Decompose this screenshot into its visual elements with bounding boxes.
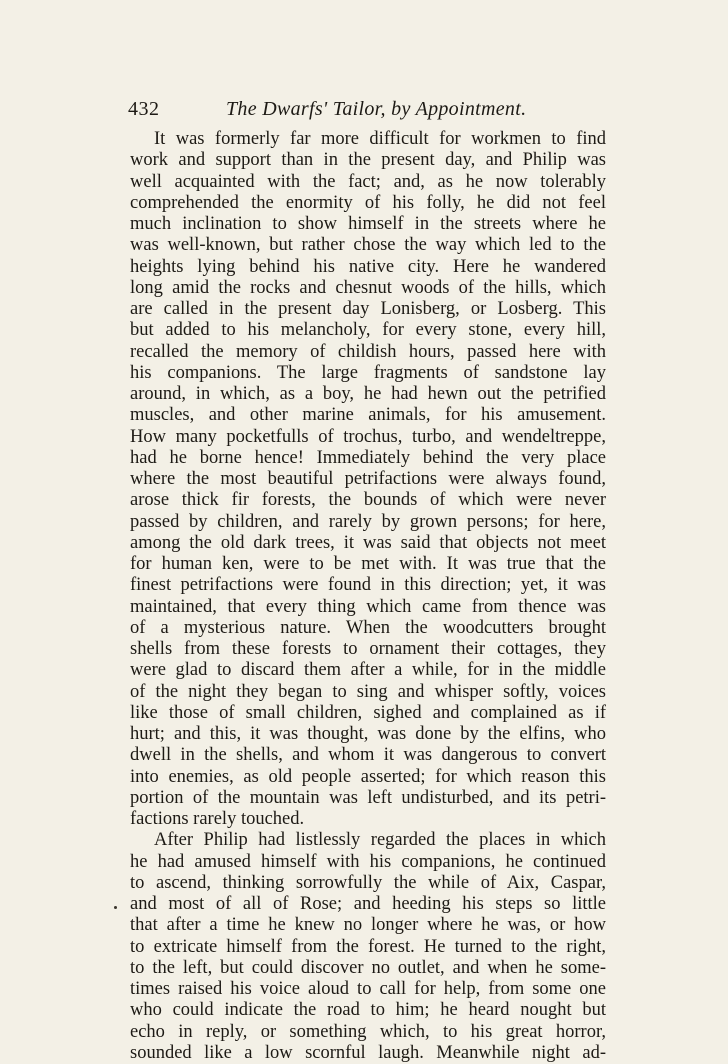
text-line: shells from these forests to ornament their cottages, they	[130, 639, 606, 659]
text-line: to the left, but could discover no outlet, and when he some-	[130, 957, 606, 978]
text-line: he had amused himself with his companions, he continued	[130, 851, 606, 872]
page-header	[128, 98, 608, 124]
text-line: but added to his melancholy, for every stone, every hill,	[130, 320, 606, 341]
page-number: 432	[128, 98, 160, 120]
text-line: for human ken, were to be met with. It was true that the	[130, 554, 606, 574]
text-line: to extricate himself from the forest. He turned to the right,	[130, 936, 606, 957]
text-line: muscles, and other marine animals, for his amusement.	[130, 405, 606, 426]
text-line: where the most beautiful petrifactions were always found,	[130, 469, 606, 489]
text-line: had he borne hence! Immediately behind the very place	[130, 447, 606, 468]
text-line: How many pocketfulls of trochus, turbo, and wendeltreppe,	[130, 426, 606, 447]
text-line: echo in reply, or something which, to his great horror,	[130, 1021, 606, 1042]
text-line: arose thick fir forests, the bounds of which were never	[130, 490, 606, 511]
text-line: who could indicate the road to him; he heard nought but	[130, 1000, 606, 1021]
text-line: recalled the memory of childish hours, passed here with	[130, 341, 606, 362]
text-line: well acquainted with the fact; and, as he now tolerably	[130, 171, 606, 192]
text-line: were glad to discard them after a while, for in the middle	[130, 660, 606, 681]
text-line: sounded like a low scornful laugh. Meanwhile night ad-	[130, 1042, 606, 1063]
text-line: work and support than in the present day, and Philip was	[130, 150, 606, 171]
body-text	[130, 129, 606, 1063]
text-line: was well-known, but rather chose the way which led to the	[130, 235, 606, 256]
text-line: portion of the mountain was left undisturbed, and its petri-	[130, 787, 606, 808]
text-line: of a mysterious nature. When the woodcutters brought	[130, 617, 606, 638]
text-line: finest petrifactions were found in this direction; yet, it was	[130, 575, 606, 596]
text-line: around, in which, as a boy, he had hewn out the petrified	[130, 384, 606, 404]
text-line: It was formerly far more difficult for workmen to find	[154, 129, 606, 149]
text-line: maintained, that every thing which came from thence was	[130, 596, 606, 617]
text-line: much inclination to show himself in the streets where he	[130, 214, 606, 234]
running-title: The Dwarfs' Tailor, by Appointment.	[226, 98, 527, 120]
text-line: of the night they began to sing and whisper softly, voices	[130, 681, 606, 702]
text-line: factions rarely touched.	[130, 809, 305, 829]
text-line: to ascend, thinking sorrowfully the while of Aix, Caspar,	[130, 872, 606, 893]
text-line: like those of small children, sighed and complained as if	[130, 702, 606, 723]
text-line: hurt; and this, it was thought, was done by the elfins, who	[130, 724, 606, 744]
text-line: times raised his voice aloud to call for help, from some one	[130, 979, 606, 999]
text-line: comprehended the enormity of his folly, he did not feel	[130, 192, 606, 213]
text-line: that after a time he knew no longer where he was, or how	[130, 915, 606, 936]
text-line: heights lying behind his native city. Here he wandered	[130, 256, 606, 277]
margin-mark	[114, 906, 117, 909]
text-line: into enemies, as old people asserted; for which reason this	[130, 766, 606, 787]
text-line: his companions. The large fragments of sandstone lay	[130, 362, 606, 383]
text-line: passed by children, and rarely by grown persons; for here,	[130, 511, 606, 532]
text-line: long amid the rocks and chesnut woods of the hills, which	[130, 277, 606, 298]
text-line: and most of all of Rose; and heeding his steps so little	[130, 894, 606, 914]
text-line: among the old dark trees, it was said that objects not meet	[130, 532, 606, 553]
text-line: After Philip had listlessly regarded the places in which	[154, 830, 606, 851]
text-line: dwell in the shells, and whom it was dangerous to convert	[130, 745, 606, 766]
text-line: are called in the present day Lonisberg, or Losberg. This	[130, 299, 606, 319]
